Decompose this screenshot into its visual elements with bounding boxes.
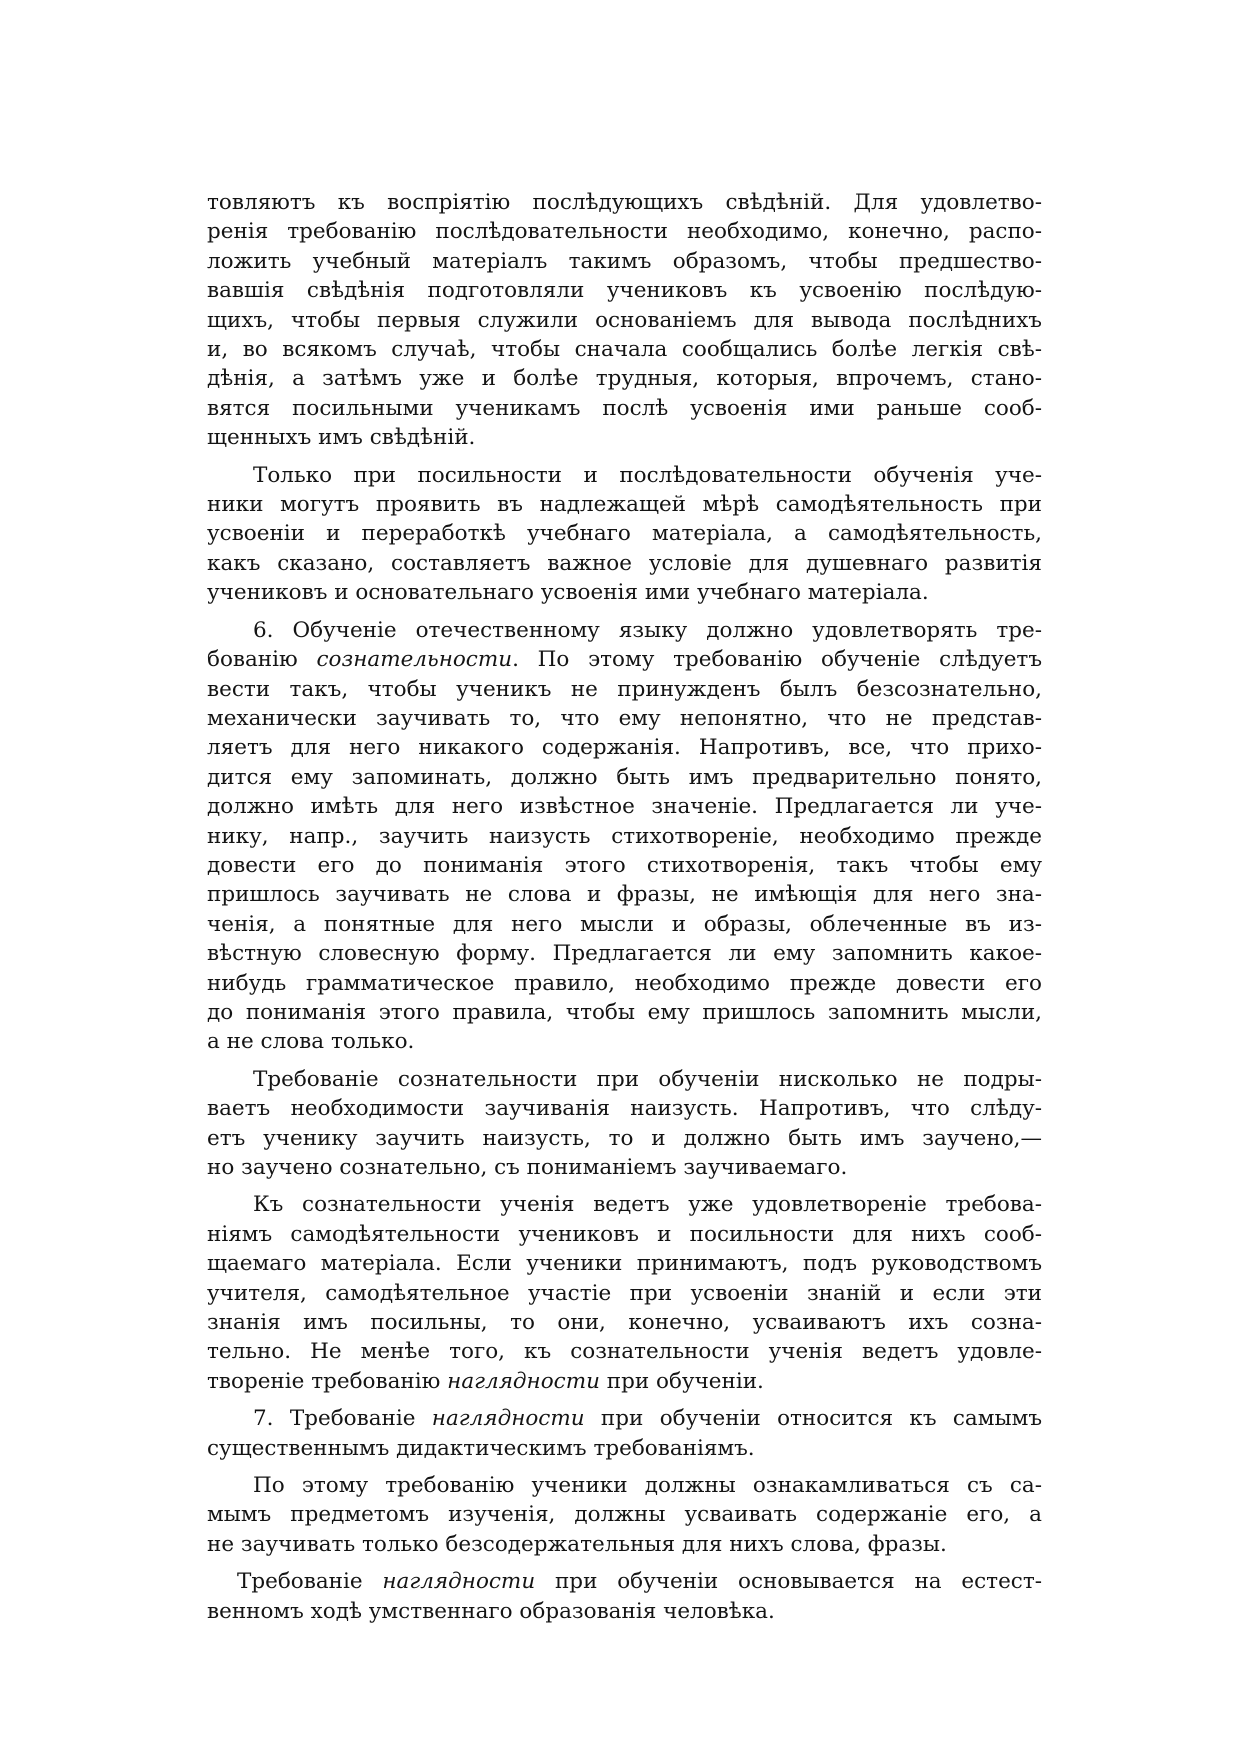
paragraph-1 [207, 188, 1042, 453]
paragraph-6-section-7 [207, 1404, 1042, 1463]
text-line: Требованіе сознательности при обученіи нисколько не подры- [253, 1066, 1042, 1092]
text-line: 7. Требованіе наглядности при обученіи относится къ самымъ [253, 1406, 1042, 1432]
text-line: Только при посильности и послѣдовательности обученія уче- [253, 462, 1042, 488]
text-line: учениковъ и основательнаго усвоенія ими учебнаго матеріала. [207, 580, 929, 606]
text-line: пришлось заучивать не слова и фразы, не имѣющія для него зна- [207, 882, 1042, 908]
text-line: етъ ученику заучить наизусть, то и должно быть имъ заучено,— [207, 1125, 1042, 1151]
text-line: товляютъ къ воспріятію послѣдующихъ свѣдѣній. Для удовлетво- [207, 190, 1042, 215]
text-line: вести такъ, чтобы ученикъ не принужденъ былъ безсознательно, [207, 676, 1042, 702]
text-line: дѣнія, а затѣмъ уже и болѣе трудныя, которыя, впрочемъ, стано- [207, 366, 1042, 392]
text-line: бованію сознательности. По этому требованію обученіе слѣдуетъ [207, 647, 1043, 673]
text-line: нику, напр., заучить наизусть стихотвореніе, необходимо прежде [207, 823, 1042, 849]
text-line: должно имѣть для него извѣстное значеніе. Предлагается ли уче- [207, 794, 1042, 820]
text-line: до пониманія этого правила, чтобы ему пришлось запомнить мысли, [207, 999, 1042, 1025]
paragraph-7 [207, 1471, 1042, 1559]
text-line: щенныхъ имъ свѣдѣній. [207, 425, 476, 451]
text-line: вавшія свѣдѣнія подготовляли учениковъ къ усвоенію послѣдую- [207, 278, 1042, 304]
text-line: существеннымъ дидактическимъ требованіямъ. [207, 1435, 755, 1461]
paragraph-2 [207, 461, 1042, 608]
text-line: а не слова только. [207, 1029, 415, 1055]
text-line: 6. Обученіе отечественному языку должно удовлетворять тре- [253, 617, 1042, 643]
text-line: По этому требованію ученики должны ознакамливаться съ са- [253, 1473, 1042, 1499]
text-line: вѣстную словесную форму. Предлагается ли ему запомнить какое- [207, 941, 1042, 967]
paragraph-8 [207, 1567, 1042, 1626]
text-line: учителя, самодѣятельное участіе при усвоеніи знаній и если эти [207, 1280, 1042, 1306]
text-line: ніямъ самодѣятельности учениковъ и посильности для нихъ сооб- [207, 1221, 1042, 1247]
text-line: дится ему запоминать, должно быть имъ предварительно понято, [207, 764, 1042, 790]
text-line: ренія требованію послѣдовательности необходимо, конечно, распо- [207, 219, 1042, 245]
text-line: ники могутъ проявить въ надлежащей мѣрѣ самодѣятельность при [207, 492, 1042, 518]
paragraph-5 [207, 1190, 1042, 1396]
text-line: механически заучивать то, что ему непонятно, что не представ- [207, 705, 1042, 731]
text-line: Требованіе наглядности при обученіи основывается на естест- [237, 1569, 1042, 1595]
text-line: довести его до пониманія этого стихотворенія, такъ чтобы ему [207, 852, 1042, 878]
text-line: твореніе требованію наглядности при обученіи. [207, 1368, 764, 1394]
text-line: какъ сказано, составляетъ важное условіе для душевнаго развитія [207, 550, 1042, 576]
paragraph-3-section-6 [207, 616, 1042, 1057]
text-line: щаемаго матеріала. Если ученики принимаютъ, подъ руководствомъ [207, 1251, 1042, 1277]
text-line: ложить учебный матеріалъ такимъ образомъ, чтобы предшество- [207, 248, 1042, 274]
text-line: щихъ, чтобы первыя служили основаніемъ для вывода послѣднихъ [207, 307, 1042, 333]
page-text [207, 188, 1042, 1634]
text-line: но заучено сознательно, съ пониманіемъ заучиваемаго. [207, 1155, 848, 1180]
text-line: усвоеніи и переработкѣ учебнаго матеріала, а самодѣятельность, [207, 521, 1042, 547]
text-line: венномъ ходѣ умственнаго образованія человѣка. [207, 1598, 775, 1624]
text-line: Къ сознательности ученія ведетъ уже удовлетвореніе требова- [253, 1192, 1042, 1218]
emphasized-term: сознательности [316, 647, 513, 673]
text-line: ваетъ необходимости заучиванія наизусть. Напротивъ, что слѣду- [207, 1096, 1042, 1122]
text-line: вятся посильными ученикамъ послѣ усвоенія ими раньше сооб- [207, 395, 1042, 421]
emphasized-term: наглядности [382, 1569, 536, 1595]
text-line: ляетъ для него никакого содержанія. Напротивъ, все, что прихо- [207, 735, 1042, 761]
text-line: ченія, а понятные для него мысли и образы, облеченные въ из- [207, 911, 1042, 937]
text-line: нибудь грамматическое правило, необходимо прежде довести его [207, 970, 1042, 996]
text-line: тельно. Не менѣе того, къ сознательности ученія ведетъ удовле- [207, 1339, 1042, 1365]
text-line: не заучивать только безсодержательныя для нихъ слова, фразы. [207, 1531, 947, 1557]
emphasized-term: наглядности [431, 1406, 585, 1432]
text-line: и, во всякомъ случаѣ, чтобы сначала сообщались болѣе легкія свѣ- [207, 337, 1042, 363]
text-line: знанія имъ посильны, то они, конечно, усваиваютъ ихъ созна- [207, 1310, 1042, 1336]
emphasized-term: наглядности [447, 1368, 600, 1394]
text-line: мымъ предметомъ изученія, должны усваивать содержаніе его, а [207, 1502, 1042, 1528]
paragraph-4 [207, 1065, 1042, 1183]
